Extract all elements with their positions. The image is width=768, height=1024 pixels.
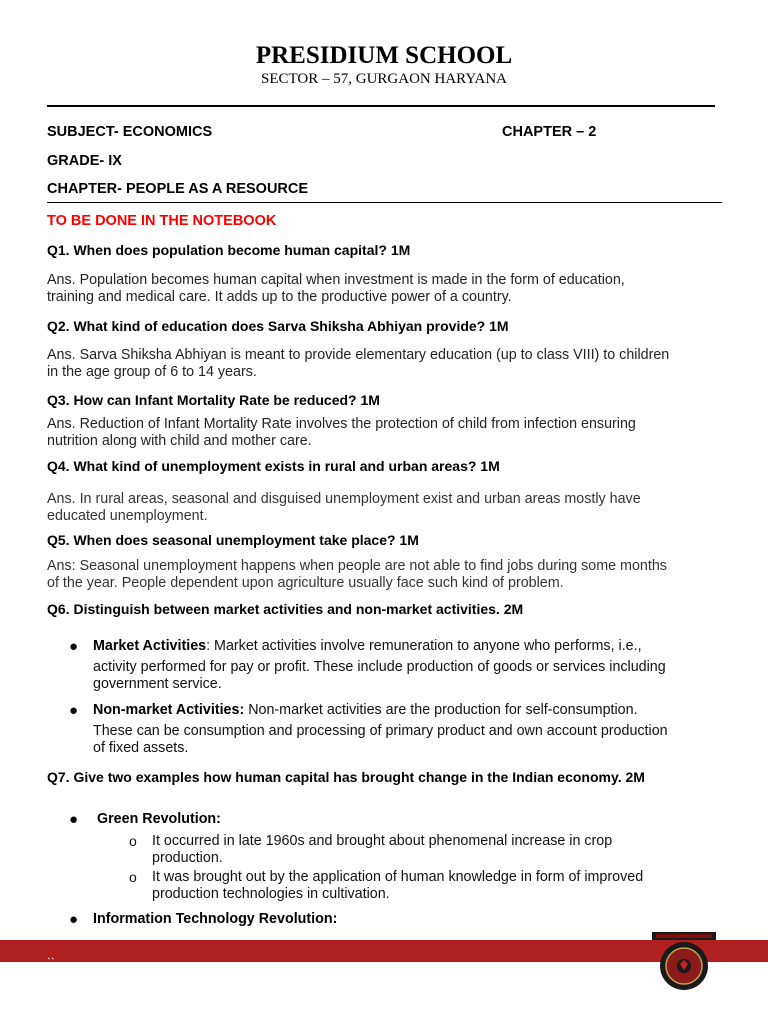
subject-label: SUBJECT- ECONOMICS xyxy=(47,124,213,140)
bullet-icon: ● xyxy=(69,702,79,719)
question-1-text: Q1. When does population become human capital xyxy=(47,242,379,258)
non-market-activities-item xyxy=(93,702,733,757)
market-activities-item xyxy=(93,638,733,693)
question-6: Q6. Distinguish between market activities and non-market activities. 2M xyxy=(47,601,524,617)
question-4: Q4. What kind of unemployment exists in rural and urban areas? 1M xyxy=(47,458,500,474)
non-market-activities-line-1: Non-market activities are the production for self-consumption. xyxy=(244,702,638,718)
instruction-text: TO BE DONE IN THE NOTEBOOK xyxy=(47,213,277,229)
school-crest-logo xyxy=(650,928,718,992)
non-market-activities-line-2: These can be consumption and processing of primary product and own account production xyxy=(93,723,668,739)
market-activities-line-2: activity performed for pay or profit. These include production of goods or services including xyxy=(93,659,666,675)
answer-5-line-2: of the year. People dependent upon agriculture usually face such kind of problem. xyxy=(47,575,564,591)
answer-1 xyxy=(47,272,727,306)
it-revolution-title: Information Technology Revolution: xyxy=(93,911,338,927)
question-7: Q7. Give two examples how human capital has brought change in the Indian economy. 2M xyxy=(47,769,645,785)
non-market-activities-title: Non-market Activities: xyxy=(93,702,245,718)
market-activities-line-3: government service. xyxy=(93,676,222,692)
meta-divider xyxy=(47,202,722,203)
footer-marks: ˎˎ xyxy=(47,946,55,960)
answer-1-line-2: training and medical care. It adds up to the productive power of a country. xyxy=(47,289,512,305)
question-3: Q3. How can Infant Mortality Rate be reduced? 1M xyxy=(47,392,380,408)
question-1-marks: ? 1M xyxy=(378,242,411,258)
answer-3 xyxy=(47,416,727,450)
chapter-title: CHAPTER- PEOPLE AS A RESOURCE xyxy=(47,181,309,197)
green-revolution-point-2-line-2: production technologies in cultivation. xyxy=(152,886,390,902)
non-market-activities-line-3: of fixed assets. xyxy=(93,740,189,756)
green-revolution-title: Green Revolution: xyxy=(97,811,221,827)
chapter-number: CHAPTER – 2 xyxy=(502,124,597,140)
answer-5-line-1: Ans: Seasonal unemployment happens when people are not able to find jobs during some months xyxy=(47,558,667,574)
question-2: Q2. What kind of education does Sarva Shiksha Abhiyan provide? 1M xyxy=(47,318,509,334)
school-address: SECTOR – 57, GURGAON HARYANA xyxy=(261,71,507,87)
answer-3-line-2: nutrition along with child and mother care. xyxy=(47,433,312,449)
answer-4-line-1: Ans. In rural areas, seasonal and disguised unemployment exist and urban areas mostly have xyxy=(47,491,641,507)
answer-2-line-1: Ans. Sarva Shiksha Abhiyan is meant to provide elementary education (up to class VIII) to children xyxy=(47,347,670,363)
grade-label: GRADE- IX xyxy=(47,153,122,169)
bullet-icon: ● xyxy=(69,811,79,828)
bullet-icon: ● xyxy=(69,911,79,928)
answer-1-line-1: Ans. Population becomes human capital when investment is made in the form of education, xyxy=(47,272,625,288)
sub-bullet-icon: o xyxy=(129,869,137,885)
green-revolution-point-1-line-2: production. xyxy=(152,850,223,866)
answer-4-line-2: educated unemployment. xyxy=(47,508,208,524)
market-activities-line-1: : Market activities involve remuneration to anyone who performs, i.e., xyxy=(206,638,642,654)
answer-3-line-1: Ans. Reduction of Infant Mortality Rate involves the protection of child from infection ensuring xyxy=(47,416,636,432)
green-revolution-point-2 xyxy=(152,869,712,903)
green-revolution-point-1-line-1: It occurred in late 1960s and brought about phenomenal increase in crop xyxy=(152,833,613,849)
question-1 xyxy=(47,242,410,258)
green-revolution-point-1 xyxy=(152,833,712,867)
answer-2-line-2: in the age group of 6 to 14 years. xyxy=(47,364,257,380)
sub-bullet-icon: o xyxy=(129,833,137,849)
answer-5 xyxy=(47,558,727,592)
answer-2 xyxy=(47,347,727,381)
bullet-icon: ● xyxy=(69,638,79,655)
market-activities-title: Market Activities xyxy=(93,638,207,654)
question-5: Q5. When does seasonal unemployment take place? 1M xyxy=(47,532,419,548)
school-name: PRESIDIUM SCHOOL xyxy=(255,42,513,69)
green-revolution-point-2-line-1: It was brought out by the application of human knowledge in form of improved xyxy=(152,869,644,885)
answer-4 xyxy=(47,491,727,525)
header-divider xyxy=(47,105,715,107)
